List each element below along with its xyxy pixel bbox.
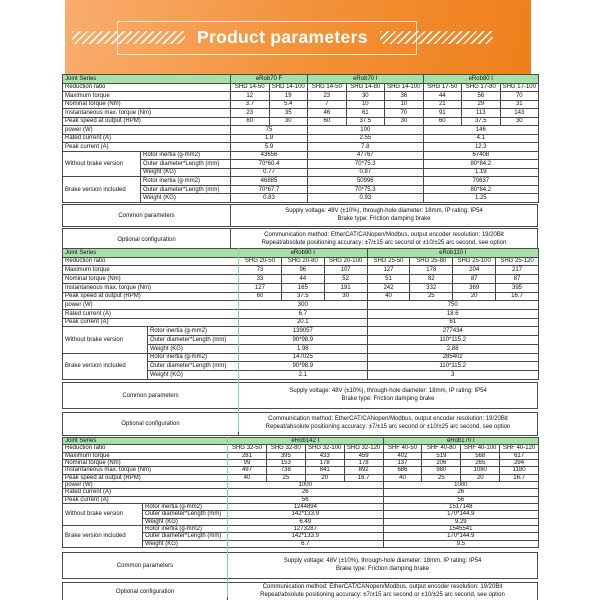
value-cell: 113 — [462, 109, 501, 118]
joint-series-group: eRob142 I — [228, 438, 384, 445]
sub-row-label: Outer diameter*Length (mm) — [148, 362, 239, 371]
section-label: Brake version included — [63, 177, 141, 203]
value-cell: SHF 40-100 — [461, 445, 500, 452]
common-parameters-row — [62, 204, 538, 227]
value-cell: 3.7 — [231, 100, 270, 109]
value-cell: 300 — [239, 301, 368, 310]
value-cell: 30 — [385, 117, 424, 126]
row-label: Maximum torque — [63, 92, 231, 101]
row-label: Instantaneous max. torque (Nm) — [63, 283, 239, 292]
row-label: Peak current (A) — [63, 318, 239, 327]
value-cell: 6.7 — [239, 310, 368, 319]
sub-row-label: Rotor inertia (g-mm2) — [143, 503, 228, 510]
optional-configuration-row — [62, 582, 538, 600]
value-cell: 178 — [410, 266, 453, 275]
value-cell: 519 — [422, 452, 461, 459]
value-cell: SHG 32-100 — [305, 445, 344, 452]
sub-row-label: Weight (KG) — [148, 344, 239, 353]
value-cell: SHF 40-120 — [500, 445, 539, 452]
value-cell: 80*84.2 — [423, 185, 539, 194]
value-cell: 70*60.4 — [231, 160, 308, 169]
value-cell: 20 — [461, 474, 500, 481]
optional-configuration-value — [239, 413, 537, 435]
section-label: Brake version included — [63, 353, 148, 379]
value-cell: 242 — [367, 283, 410, 292]
value-cell: 20.1 — [239, 318, 368, 327]
row-label: power (W) — [63, 301, 239, 310]
value-cell: 25 — [410, 292, 453, 301]
value-cell: 70*75.3 — [308, 160, 424, 169]
section-label: Without brake version — [63, 151, 141, 177]
value-cell: 285402 — [367, 353, 538, 362]
value-cell: 1180 — [500, 467, 539, 474]
value-cell: 2.55 — [308, 134, 424, 143]
value-cell: SHG 17-50 — [423, 83, 462, 92]
value-cell: 5.4 — [269, 100, 308, 109]
banner-row — [72, 27, 493, 47]
value-cell: 841 — [305, 467, 344, 474]
value-cell: 26 — [383, 489, 539, 496]
value-cell: 2.1 — [239, 371, 368, 380]
section-label: Brake version included — [63, 525, 143, 547]
value-cell: 0.83 — [231, 194, 308, 203]
value-cell: 7.8 — [308, 143, 424, 152]
optional-configuration-label: Optional configuration — [63, 413, 239, 435]
value-cell: 29 — [462, 100, 501, 109]
value-cell: 206 — [422, 459, 461, 466]
value-cell: 1000 — [383, 481, 539, 488]
joint-series-group: eRob70 I — [308, 75, 424, 84]
value-cell: 60 — [231, 117, 270, 126]
value-cell: 67408 — [423, 151, 539, 160]
value-cell: 142*133.9 — [228, 511, 384, 518]
value-cell: 143 — [500, 109, 539, 118]
value-cell: 44 — [423, 92, 462, 101]
value-cell: 497 — [228, 467, 267, 474]
value-cell: 52 — [324, 275, 367, 284]
common-parameters-label: Common parameters — [63, 383, 239, 408]
row-label: Instantaneous max. torque (Nm) — [63, 467, 228, 474]
optional-configuration-label: Optional configuration — [63, 229, 231, 250]
value-cell: 37.5 — [462, 117, 501, 126]
value-cell: 19 — [269, 92, 308, 101]
sub-row-label: Outer diameter*Length (mm) — [143, 511, 228, 518]
sub-row-label: Weight (KG) — [143, 518, 228, 525]
row-label: Nominal torque (Nm) — [63, 459, 228, 466]
hatch-left-decoration — [72, 31, 185, 44]
value-cell: 9.5 — [383, 540, 539, 547]
common-parameters-line2: Brake type: Friction damping brake — [337, 215, 431, 222]
value-cell: 1517148 — [383, 503, 539, 510]
value-cell: 16.7 — [496, 292, 539, 301]
value-cell: 44 — [281, 275, 324, 284]
value-cell: 70*75.3 — [308, 185, 424, 194]
table-section-erob142-170 — [62, 437, 538, 597]
value-cell: 395 — [266, 452, 305, 459]
value-cell: 40 — [383, 474, 422, 481]
parameters-table — [62, 248, 539, 380]
optional-configuration-line2: Repeat/absolute positioning accuracy: ±7/±15 arc second or ±10/±25 arc second, see option — [260, 591, 505, 598]
value-cell: 892 — [344, 467, 383, 474]
value-cell: SHG 20-50 — [239, 257, 282, 266]
value-cell: 87 — [496, 275, 539, 284]
value-cell: 3 — [367, 371, 538, 380]
sub-row-label: Weight (KG) — [141, 194, 231, 203]
value-cell: 170*144.9 — [383, 511, 539, 518]
value-cell: 750 — [367, 301, 538, 310]
row-label: Peak speed at output (RPM) — [63, 474, 228, 481]
value-cell: 99 — [228, 459, 267, 466]
value-cell: 82 — [410, 275, 453, 284]
sub-row-label: Outer diameter*Length (mm) — [148, 336, 239, 345]
row-label: Nominal torque (Nm) — [63, 275, 239, 284]
value-cell: 139057 — [239, 327, 368, 336]
sub-row-label: Rotor inertia (g-mm2) — [148, 327, 239, 336]
value-cell: 1.19 — [423, 168, 539, 177]
common-parameters-line2: Brake type: Friction damping brake — [341, 395, 435, 402]
value-cell: 30 — [269, 117, 308, 126]
value-cell: 75 — [231, 126, 308, 135]
value-cell: 20 — [305, 474, 344, 481]
sub-row-label: Outer diameter*Length (mm) — [141, 160, 231, 169]
value-cell: 369 — [453, 283, 496, 292]
optional-configuration-value — [231, 229, 537, 250]
optional-configuration-line2: Repeat/absolute positioning accuracy: ±7/±15 arc second or ±10/±25 arc second, see option — [261, 239, 507, 246]
table-section-erob70-80 — [62, 74, 538, 247]
value-cell: 37.5 — [281, 292, 324, 301]
common-parameters-value — [239, 383, 537, 408]
value-cell: 70 — [500, 92, 539, 101]
row-label: Reduction ratio — [63, 257, 239, 266]
value-cell: SHG 14-80 — [346, 83, 385, 92]
value-cell: SHD 14-100 — [269, 83, 308, 92]
parameters-table — [62, 437, 539, 548]
value-cell: 142*133.9 — [228, 533, 384, 540]
value-cell: 16.7 — [500, 474, 539, 481]
value-cell: SHG 25-120 — [496, 257, 539, 266]
value-cell: 147025 — [239, 353, 368, 362]
value-cell: 6.49 — [228, 518, 384, 525]
value-cell: 127 — [367, 266, 410, 275]
optional-configuration-label: Optional configuration — [63, 583, 228, 600]
value-cell: 1273287 — [228, 525, 384, 532]
value-cell: 5.9 — [231, 143, 308, 152]
common-parameters-value — [231, 205, 537, 226]
value-cell: SHG 32-50 — [228, 445, 267, 452]
value-cell: 23 — [308, 92, 347, 101]
common-parameters-line1: Supply voltage: 48V (±10%), through-hole diameter: 18mm, IP rating: IP54 — [283, 557, 482, 564]
value-cell: 56 — [462, 92, 501, 101]
joint-series-group: eRob110 I — [367, 249, 538, 258]
value-cell: 60 — [239, 292, 282, 301]
sub-row-label: Weight (KG) — [141, 168, 231, 177]
value-cell: 568 — [461, 452, 500, 459]
value-cell: 60 — [308, 117, 347, 126]
value-cell: 980 — [422, 467, 461, 474]
value-cell: 1000 — [228, 481, 384, 488]
value-cell: 25 — [422, 474, 461, 481]
value-cell: 18.6 — [367, 310, 538, 319]
value-cell: 1.9 — [231, 134, 308, 143]
value-cell: SHD 14-50 — [231, 83, 270, 92]
sub-row-label: Rotor inertia (g-mm2) — [141, 151, 231, 160]
value-cell: 1080 — [461, 467, 500, 474]
value-cell: 90*98.9 — [239, 362, 368, 371]
value-cell: SHG 20-80 — [281, 257, 324, 266]
value-cell: 9.29 — [383, 518, 539, 525]
value-cell: 12 — [231, 92, 270, 101]
value-cell: 36 — [385, 92, 424, 101]
value-cell: 90*98.9 — [239, 336, 368, 345]
green-divider-line — [238, 248, 239, 432]
row-label: Reduction ratio — [63, 83, 231, 92]
value-cell: 4.1 — [423, 134, 539, 143]
value-cell: 73 — [239, 266, 282, 275]
common-parameters-label: Common parameters — [63, 205, 231, 226]
value-cell: 96 — [281, 266, 324, 275]
table-section-erob90-110 — [62, 248, 538, 432]
optional-configuration-line2: Repeat/absolute positioning accuracy: ±7/±15 arc second or ±10/±25 arc second, see option — [265, 424, 511, 430]
optional-configuration-line1: Communication method: EtherCAT/CANopen/Modbus, output encoder resolution: 19/20Bit — [264, 231, 504, 238]
value-cell: 178 — [344, 459, 383, 466]
value-cell: SHG 20-100 — [324, 257, 367, 266]
value-cell: 2.88 — [367, 344, 538, 353]
value-cell: 153 — [266, 459, 305, 466]
value-cell: 459 — [344, 452, 383, 459]
value-cell: 170*144.9 — [383, 533, 539, 540]
row-label: Instantaneous max. torque (Nm) — [63, 109, 231, 118]
sub-row-label: Weight (KG) — [148, 371, 239, 380]
value-cell: 110*115.2 — [367, 336, 538, 345]
value-cell: 217 — [496, 266, 539, 275]
hatch-right-decoration — [380, 31, 493, 44]
value-cell: SHG 25-100 — [453, 257, 496, 266]
row-label: power (W) — [63, 481, 228, 488]
value-cell: 40 — [367, 292, 410, 301]
value-cell: SHG 17-100 — [500, 83, 539, 92]
common-parameters-row — [62, 552, 538, 579]
joint-series-label: Joint Series — [63, 75, 231, 84]
sub-row-label: Rotor inertia (g-mm2) — [143, 525, 228, 532]
row-label: Reduction ratio — [63, 445, 228, 452]
value-cell: 61 — [346, 109, 385, 118]
value-cell: 0.93 — [308, 194, 424, 203]
value-cell: 686 — [383, 467, 422, 474]
value-cell: SHG 14-100 — [385, 83, 424, 92]
row-label: Peak speed at output (RPM) — [63, 117, 231, 126]
joint-series-group: eRob170 I — [383, 438, 539, 445]
value-cell: 51 — [367, 275, 410, 284]
value-cell: 1545541 — [383, 525, 539, 532]
value-cell: 7 — [308, 100, 347, 109]
value-cell: 265 — [461, 459, 500, 466]
value-cell: 395 — [496, 283, 539, 292]
page-title: Product parameters — [197, 26, 368, 47]
optional-configuration-value — [228, 583, 537, 600]
value-cell: 1.98 — [239, 344, 368, 353]
value-cell: 1244894 — [228, 503, 384, 510]
value-cell: 100 — [308, 126, 424, 135]
value-cell: 10 — [385, 100, 424, 109]
value-cell: 37.5 — [346, 117, 385, 126]
sub-row-label: Outer diameter*Length (mm) — [141, 185, 231, 194]
row-label: Rated current (A) — [63, 134, 231, 143]
value-cell: 87 — [453, 275, 496, 284]
common-parameters-row — [62, 382, 538, 409]
row-label: Maximum torque — [63, 266, 239, 275]
value-cell: 110*115.2 — [367, 362, 538, 371]
value-cell: 30 — [346, 92, 385, 101]
row-label: power (W) — [63, 126, 231, 135]
value-cell: 20 — [453, 292, 496, 301]
joint-series-group: eRob90 I — [239, 249, 368, 258]
value-cell: 50996 — [308, 177, 424, 186]
row-label: Rated current (A) — [63, 310, 239, 319]
value-cell: 40 — [228, 474, 267, 481]
value-cell: 294 — [500, 459, 539, 466]
value-cell: 43656 — [231, 151, 308, 160]
value-cell: 617 — [500, 452, 539, 459]
value-cell: 0.77 — [231, 168, 308, 177]
value-cell: 433 — [305, 452, 344, 459]
parameters-table — [62, 74, 539, 203]
row-label: Maximum torque — [63, 452, 228, 459]
value-cell: 30 — [500, 117, 539, 126]
value-cell: 56 — [383, 496, 539, 503]
joint-series-group: eRob80 I — [423, 75, 539, 84]
value-cell: SHG 32-120 — [344, 445, 383, 452]
optional-configuration-line1: Communication method: EtherCAT/CANopen/Modbus, output encoder resolution: 19/20Bit — [268, 416, 508, 423]
value-cell: 60 — [423, 117, 462, 126]
value-cell: 107 — [324, 266, 367, 275]
row-label: Peak speed at output (RPM) — [63, 292, 239, 301]
value-cell: 127 — [239, 283, 282, 292]
value-cell: 46885 — [231, 177, 308, 186]
value-cell: 70*67.7 — [231, 185, 308, 194]
value-cell: 25 — [266, 474, 305, 481]
joint-series-label: Joint Series — [63, 249, 239, 258]
value-cell: SHG 17-80 — [462, 83, 501, 92]
value-cell: 204 — [453, 266, 496, 275]
value-cell: 61 — [367, 318, 538, 327]
banner — [65, 0, 531, 74]
value-cell: SHF 40-50 — [383, 445, 422, 452]
value-cell: 281 — [228, 452, 267, 459]
value-cell: 10 — [346, 100, 385, 109]
value-cell: 46 — [308, 109, 347, 118]
value-cell: 47767 — [308, 151, 424, 160]
common-parameters-line1: Supply voltage: 48V (±10%), through-hole diameter: 18mm, IP rating: IP54 — [285, 207, 483, 214]
green-divider-line — [227, 437, 228, 597]
optional-configuration-line1: Communication method: EtherCAT/CANopen/Modbus, output encoder resolution: 19/20Bit — [262, 583, 503, 590]
value-cell: 12.3 — [423, 143, 539, 152]
value-cell: SHG 14-50 — [308, 83, 347, 92]
value-cell: 26 — [228, 489, 384, 496]
value-cell: 6.7 — [228, 540, 384, 547]
common-parameters-line1: Supply voltage: 48V (±10%), through-hole diameter: 18mm, IP rating: IP54 — [289, 387, 487, 394]
value-cell: 277434 — [367, 327, 538, 336]
common-parameters-line2: Brake type: Friction damping brake — [335, 565, 430, 572]
value-cell: 35 — [269, 109, 308, 118]
value-cell: 165 — [281, 283, 324, 292]
sub-row-label: Outer diameter*Length (mm) — [143, 533, 228, 540]
joint-series-group: eRob70 F — [231, 75, 308, 84]
value-cell: 738 — [266, 467, 305, 474]
value-cell: 402 — [383, 452, 422, 459]
value-cell: 146 — [423, 126, 539, 135]
value-cell: SHF 40-80 — [422, 445, 461, 452]
value-cell: 16.7 — [344, 474, 383, 481]
value-cell: 21 — [423, 100, 462, 109]
value-cell: 178 — [305, 459, 344, 466]
value-cell: 0.87 — [308, 168, 424, 177]
row-label: Peak current (A) — [63, 143, 231, 152]
optional-configuration-row — [62, 412, 538, 436]
section-label: Without brake version — [63, 503, 143, 525]
value-cell: 31 — [500, 100, 539, 109]
section-label: Without brake version — [63, 327, 148, 353]
value-cell: 33 — [239, 275, 282, 284]
common-parameters-value — [228, 553, 537, 578]
value-cell: SHG 32-80 — [266, 445, 305, 452]
row-label: Rated current (A) — [63, 489, 228, 496]
value-cell: 56 — [228, 496, 384, 503]
sub-row-label: Weight (KG) — [143, 540, 228, 547]
row-label: Peak current (A) — [63, 496, 228, 503]
value-cell: 137 — [383, 459, 422, 466]
sub-row-label: Rotor inertia (g-mm2) — [148, 353, 239, 362]
joint-series-label: Joint Series — [63, 438, 228, 445]
value-cell: SHG 25-50 — [367, 257, 410, 266]
sub-row-label: Rotor inertia (g-mm2) — [141, 177, 231, 186]
value-cell: 30 — [324, 292, 367, 301]
common-parameters-label: Common parameters — [63, 553, 228, 578]
value-cell: 1.25 — [423, 194, 539, 203]
value-cell: 191 — [324, 283, 367, 292]
value-cell: SHG 25-80 — [410, 257, 453, 266]
value-cell: 332 — [410, 283, 453, 292]
value-cell: 70 — [385, 109, 424, 118]
value-cell: 80*84.2 — [423, 160, 539, 169]
value-cell: 91 — [423, 109, 462, 118]
value-cell: 70637 — [423, 177, 539, 186]
value-cell: 23 — [231, 109, 270, 118]
row-label: Nominal torque (Nm) — [63, 100, 231, 109]
